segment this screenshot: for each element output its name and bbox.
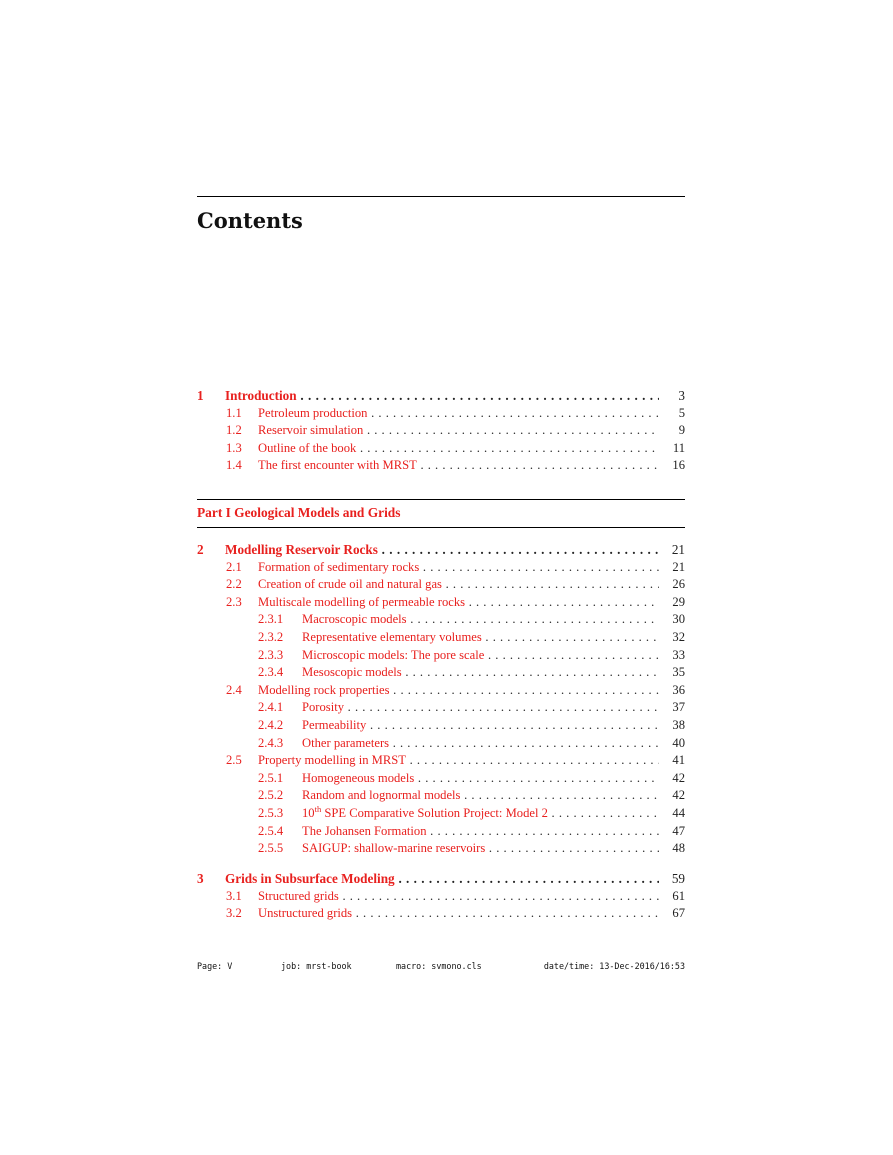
toc-entry-number: 2.5.5 xyxy=(258,841,284,856)
toc-entry-number: 1.4 xyxy=(226,458,242,473)
toc-entry-page: 48 xyxy=(672,841,685,856)
toc-entry-page: 21 xyxy=(672,559,685,574)
toc-entry-title-text: Other parameters xyxy=(302,735,390,750)
toc-entry-page: 44 xyxy=(672,805,685,820)
footer-page: Page: V xyxy=(197,961,233,971)
toc-entry-title xyxy=(302,805,659,823)
toc-subsection-entry[interactable] xyxy=(197,770,685,788)
toc-entry-title xyxy=(225,541,659,559)
toc-entry-page: 30 xyxy=(672,612,685,627)
toc-entry-page: 32 xyxy=(672,629,685,644)
toc-entry-title xyxy=(302,787,659,805)
toc-entry-page: 9 xyxy=(678,423,685,438)
toc-subsection-entry[interactable] xyxy=(197,664,685,682)
toc-entry-title-text: Formation of sedimentary rocks xyxy=(258,559,420,574)
toc-entry-page: 36 xyxy=(672,682,685,697)
toc-entry-page: 3 xyxy=(678,388,685,403)
toc-entry-title-text: Outline of the book xyxy=(258,440,357,455)
toc-entry-page: 35 xyxy=(672,665,685,680)
toc-entry-title xyxy=(225,870,659,888)
toc-entry-number: 1.2 xyxy=(226,423,242,438)
toc-entry-title-text: Structured grids xyxy=(258,888,339,903)
toc-entry-title xyxy=(302,717,659,735)
toc-entry-title-text: The first encounter with MRST xyxy=(258,458,417,473)
toc-entry-title xyxy=(302,664,659,682)
page-footer xyxy=(197,961,685,975)
toc-entry-title xyxy=(258,888,659,906)
toc-entry-number: 2.2 xyxy=(226,577,242,592)
toc-entry-page: 29 xyxy=(672,594,685,609)
toc-section-entry[interactable] xyxy=(197,422,685,440)
toc-entry-number: 2.1 xyxy=(226,559,242,574)
toc-chapter-entry[interactable] xyxy=(197,387,685,405)
toc-entry-title xyxy=(302,699,659,717)
toc-section-entry[interactable] xyxy=(197,440,685,458)
toc-subsection-entry[interactable] xyxy=(197,647,685,665)
toc-entry-number: 2.5.4 xyxy=(258,823,284,838)
toc-chapter-entry[interactable] xyxy=(197,870,685,888)
toc-subsection-entry[interactable] xyxy=(197,823,685,841)
toc-entry-number: 2.5.1 xyxy=(258,770,284,785)
toc-entry-number: 2.4 xyxy=(226,682,242,697)
toc-entry-title-text: Multiscale modelling of permeable rocks xyxy=(258,594,466,609)
toc-entry-page: 38 xyxy=(672,717,685,732)
toc-entry-title-text: Petroleum production xyxy=(258,405,368,420)
part-heading[interactable]: Part I Geological Models and Grids xyxy=(197,505,401,520)
toc-section-entry[interactable] xyxy=(197,905,685,923)
part-rule-bottom xyxy=(197,527,685,528)
footer-job: job: mrst-book xyxy=(281,961,352,971)
toc-entry-title xyxy=(258,405,659,423)
toc-entry-title xyxy=(258,457,659,475)
toc-entry-number: 2.3 xyxy=(226,594,242,609)
toc-entry-title xyxy=(225,387,659,405)
toc-entry-page: 5 xyxy=(678,405,685,420)
toc-entry-title xyxy=(258,559,659,577)
toc-section-ch3 xyxy=(197,870,685,923)
toc-entry-page: 61 xyxy=(672,888,685,903)
page-title: Contents xyxy=(197,208,303,233)
toc-entry-title-text: Unstructured grids xyxy=(258,906,353,921)
toc-entry-page: 16 xyxy=(672,458,685,473)
toc-entry-number: 2.4.3 xyxy=(258,735,284,750)
toc-entry-number: 2 xyxy=(197,542,204,557)
toc-section-entry[interactable] xyxy=(197,405,685,423)
toc-section-entry[interactable] xyxy=(197,576,685,594)
toc-entry-number: 2.4.2 xyxy=(258,717,284,732)
toc-entry-title xyxy=(258,422,659,440)
toc-section-entry[interactable] xyxy=(197,457,685,475)
toc-entry-title xyxy=(302,770,659,788)
toc-subsection-entry[interactable] xyxy=(197,699,685,717)
toc-entry-number: 2.4.1 xyxy=(258,700,284,715)
footer-datetime: date/time: 13-Dec-2016/16:53 xyxy=(543,961,685,971)
toc-entry-page: 37 xyxy=(672,700,685,715)
toc-entry-title-text: Mesoscopic models xyxy=(302,665,402,680)
toc-entry-number: 3.1 xyxy=(226,888,242,903)
toc-entry-number: 1.3 xyxy=(226,440,242,455)
toc-entry-title-text: Microscopic models: The pore scale xyxy=(302,647,485,662)
toc-entry-title-text: Modelling rock properties xyxy=(258,682,390,697)
toc-entry-page: 26 xyxy=(672,577,685,592)
toc-entry-title xyxy=(302,611,659,629)
toc-entry-number: 1.1 xyxy=(226,405,242,420)
toc-entry-title-text: Porosity xyxy=(302,700,344,715)
toc-subsection-entry[interactable] xyxy=(197,787,685,805)
toc-entry-title-text: Representative elementary volumes xyxy=(302,629,482,644)
toc-entry-title xyxy=(258,594,659,612)
toc-subsection-entry[interactable] xyxy=(197,629,685,647)
part-rule-top xyxy=(197,499,685,500)
toc-entry-title xyxy=(258,752,659,770)
toc-entry-page: 21 xyxy=(671,542,685,557)
toc-entry-number: 2.5.3 xyxy=(258,805,284,820)
toc-entry-title-text: Grids in Subsurface Modeling xyxy=(225,871,395,886)
toc-entry-number: 2.3.3 xyxy=(258,647,284,662)
toc-entry-title-prefix: 10 xyxy=(302,805,315,820)
toc-entry-number: 2.5.2 xyxy=(258,788,284,803)
toc-entry-title-text: Introduction xyxy=(225,388,297,403)
toc-section-entry[interactable] xyxy=(197,682,685,700)
toc-subsection-entry[interactable] xyxy=(197,735,685,753)
toc-entry-title-text: Reservoir simulation xyxy=(258,423,364,438)
toc-entry-title xyxy=(302,823,659,841)
toc-entry-page: 59 xyxy=(671,871,685,886)
toc-section-intro xyxy=(197,387,685,475)
toc-entry-page: 47 xyxy=(672,823,685,838)
toc-entry-title xyxy=(258,576,659,594)
toc-entry-title xyxy=(302,735,659,753)
toc-entry-title-text: Homogeneous models xyxy=(302,770,415,785)
toc-entry-title xyxy=(302,647,659,665)
toc-chapter-entry[interactable] xyxy=(197,541,685,559)
toc-entry-number: 1 xyxy=(197,388,204,403)
toc-entry-number: 3.2 xyxy=(226,906,242,921)
toc-entry-title xyxy=(258,905,659,923)
toc-entry-title-rest: SPE Comparative Solution Project: Model 2 xyxy=(321,805,548,820)
toc-entry-title xyxy=(258,440,659,458)
toc-entry-title xyxy=(302,629,659,647)
toc-entry-title-text: Permeability xyxy=(302,717,367,732)
toc-entry-page: 41 xyxy=(672,753,685,768)
toc-entry-title-text: The Johansen Formation xyxy=(302,823,427,838)
toc-entry-number: 2.5 xyxy=(226,753,242,768)
toc-section-part1 xyxy=(197,541,685,858)
toc-entry-title xyxy=(258,682,659,700)
toc-section-entry[interactable] xyxy=(197,559,685,577)
toc-entry-page: 33 xyxy=(672,647,685,662)
toc-section-entry[interactable] xyxy=(197,594,685,612)
toc-entry-page: 67 xyxy=(672,906,685,921)
toc-section-entry[interactable] xyxy=(197,752,685,770)
toc-entry-title xyxy=(302,840,659,858)
toc-subsection-entry[interactable] xyxy=(197,840,685,858)
toc-entry-title-superscript: th xyxy=(314,804,322,814)
toc-entry-title-text: Random and lognormal models xyxy=(302,788,461,803)
toc-entry-page: 42 xyxy=(672,788,685,803)
toc-entry-title-text: Macroscopic models xyxy=(302,612,407,627)
top-rule xyxy=(197,196,685,197)
toc-subsection-entry[interactable] xyxy=(197,717,685,735)
toc-subsection-entry[interactable] xyxy=(197,611,685,629)
toc-entry-title-text: SAIGUP: shallow-marine reservoirs xyxy=(302,841,486,856)
toc-entry-title-text: Modelling Reservoir Rocks xyxy=(225,542,378,557)
toc-entry-page: 11 xyxy=(672,440,685,455)
toc-entry-number: 2.3.4 xyxy=(258,665,284,680)
toc-entry-page: 40 xyxy=(672,735,685,750)
toc-subsection-entry[interactable] xyxy=(197,805,685,823)
toc-entry-number: 2.3.1 xyxy=(258,612,284,627)
footer-macro: macro: svmono.cls xyxy=(396,961,482,971)
toc-entry-title-text: Creation of crude oil and natural gas xyxy=(258,577,442,592)
toc-entry-title-text: Property modelling in MRST xyxy=(258,753,406,768)
toc-entry-number: 2.3.2 xyxy=(258,629,284,644)
toc-section-entry[interactable] xyxy=(197,888,685,906)
toc-entry-number: 3 xyxy=(197,871,204,886)
toc-entry-page: 42 xyxy=(672,770,685,785)
